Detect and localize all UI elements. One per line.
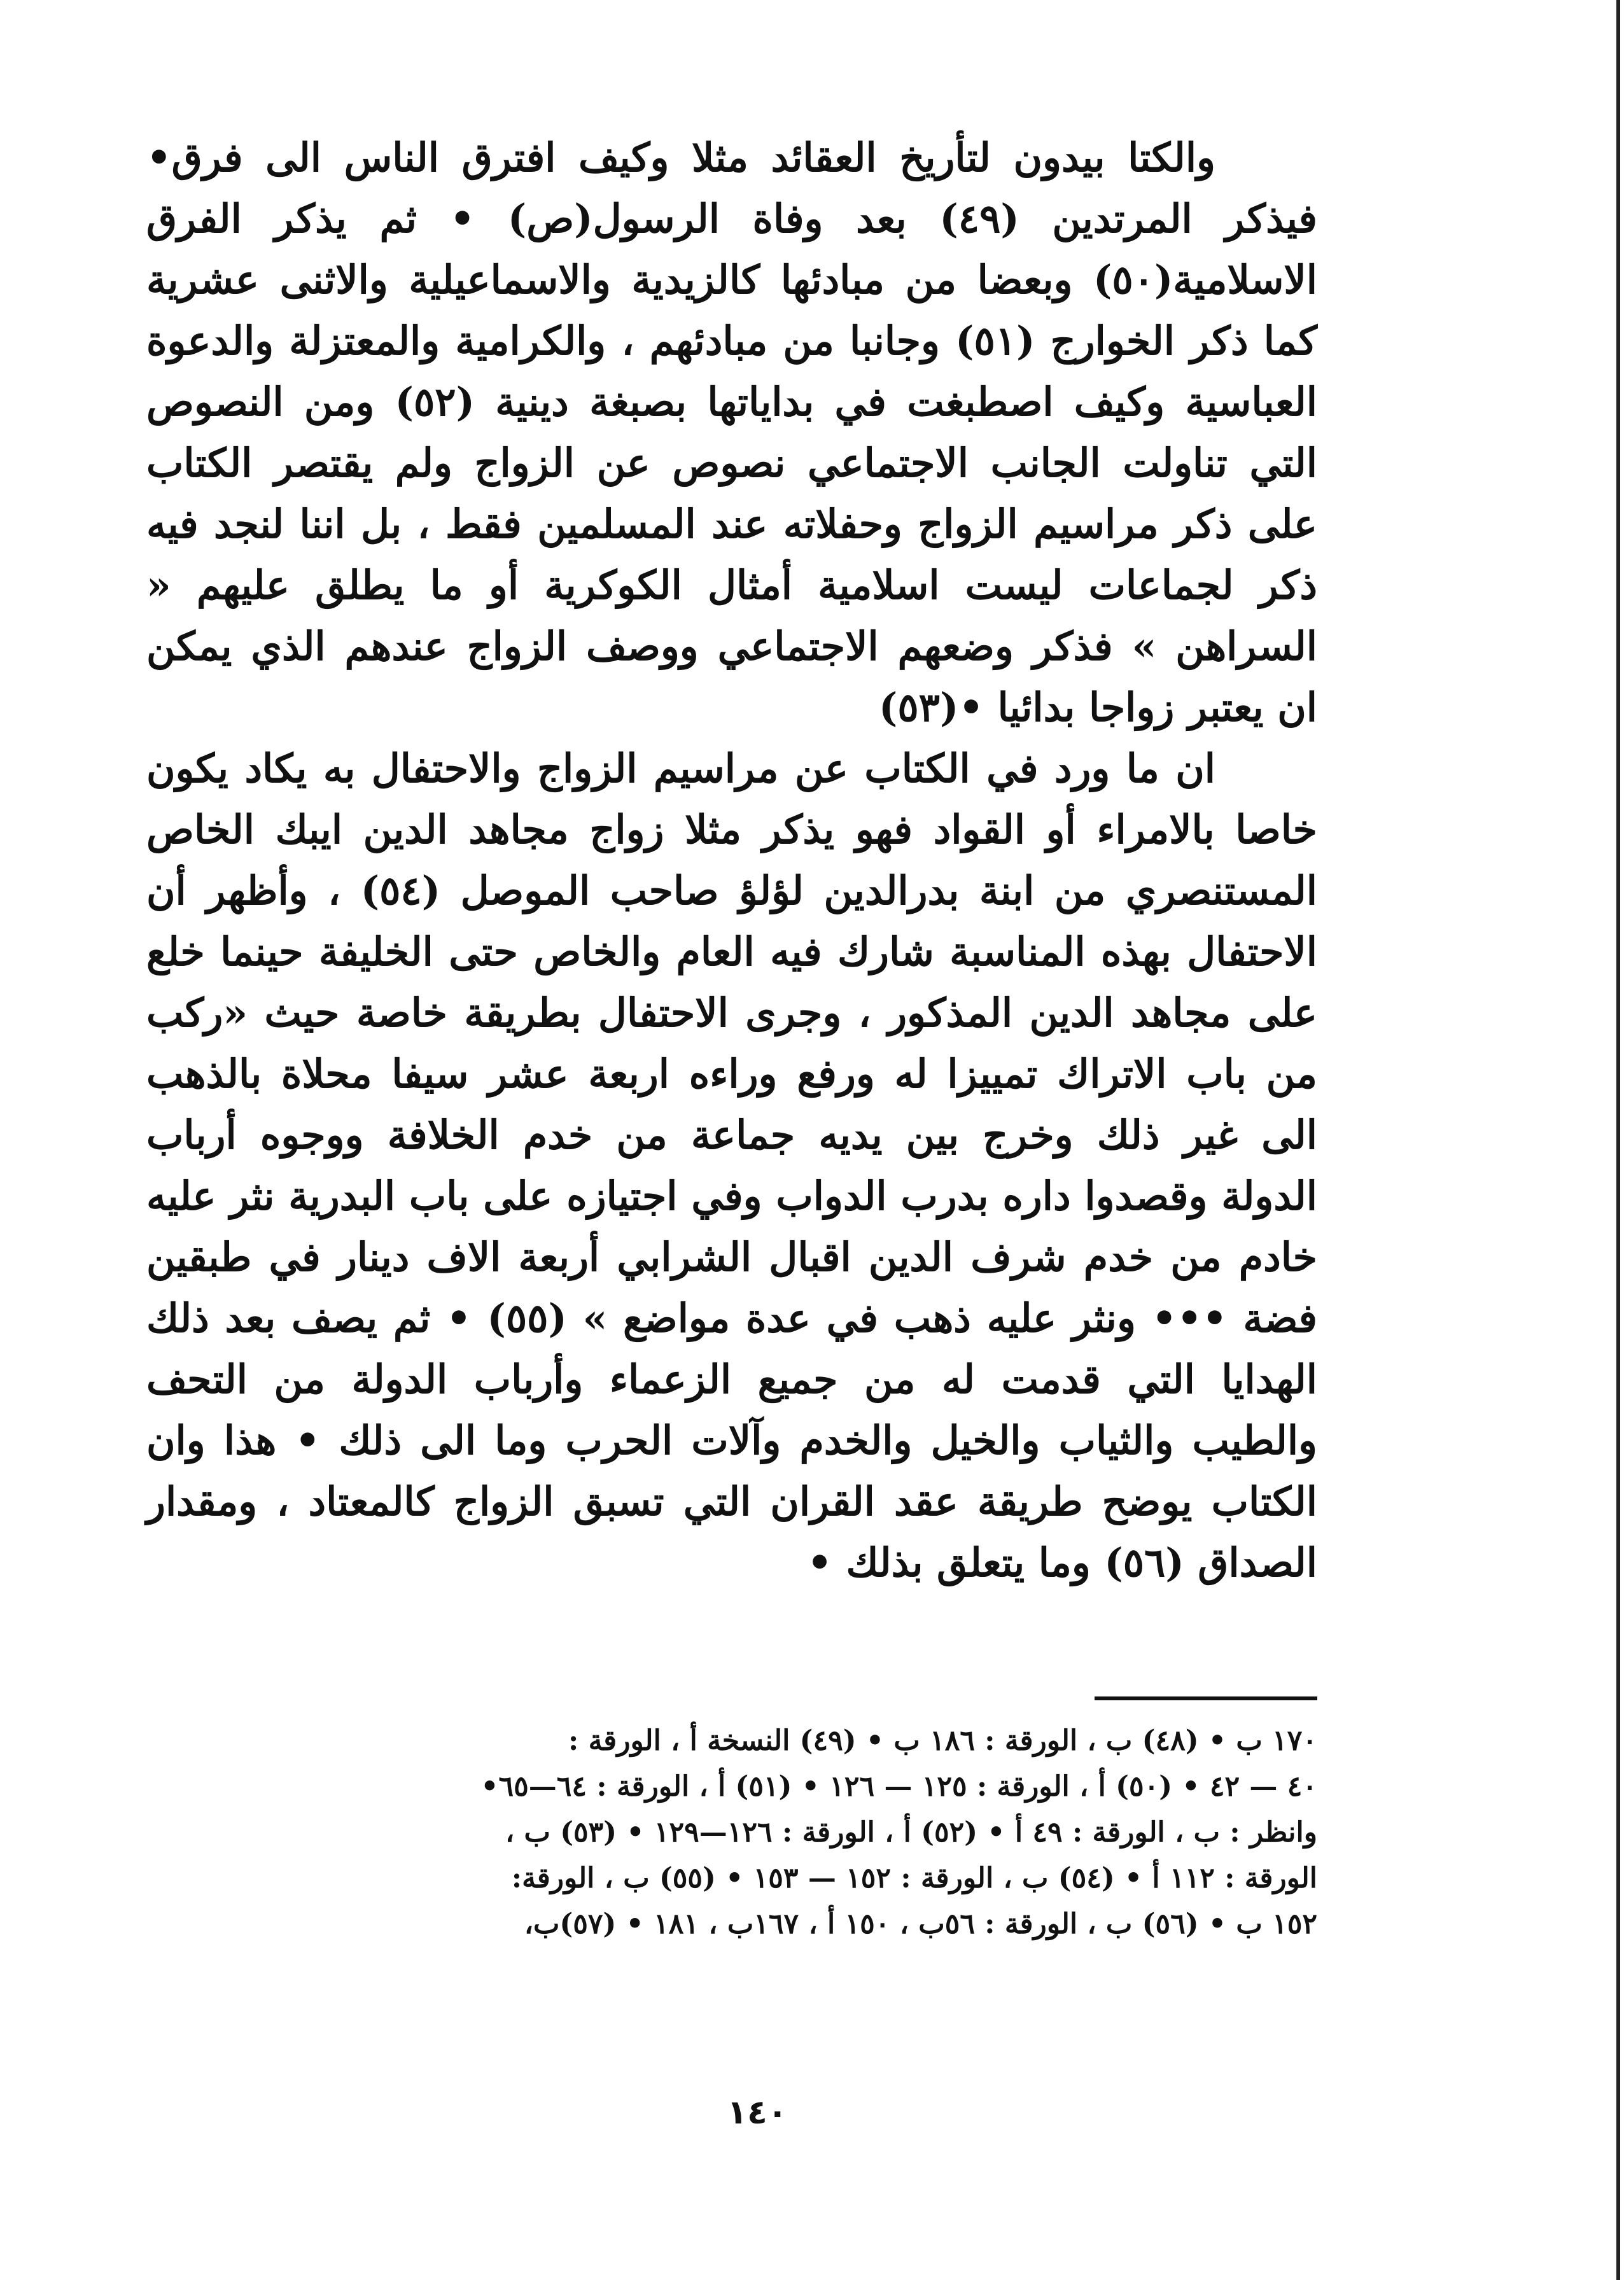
footnotes xyxy=(146,1718,1317,1947)
footnote-line: ٤٠ — ٤٢ • (٥٠) أ ، الورقة : ١٢٥ — ١٢٦ • (٥١) أ ، الورقة : ٦٤—٦٥• xyxy=(480,1770,1317,1803)
paragraph-1: والكتا بيدون لتأريخ العقائد مثلا وكيف افترق الناس الى فرق• فيذكر المرتدين (٤٩) بعد وفاة الرسول(ص) • ثم يذكر الفرق الاسلامية(٥٠) وبعضا من مبادئها كالزيدية والاسماعيلية والاثنى عشرية كما ذكر الخوارج (٥١) وجانبا من مبادئهم ، والكرامية والمعتزلة والدعوة العباسية وكيف اصطبغت في بداياتها بصبغة دينية (٥٢) ومن النصوص التي تناولت الجانب الاجتماعي نصوص عن الزواج ولم يقتصر الكتاب على ذكر مراسيم الزواج وحفلاته عند المسلمين فقط ، بل اننا لنجد فيه ذكر لجماعات ليست اسلامية أمثال الكوكرية أو ما يطلق عليهم « السراهن » فذكر وضعهم الاجتماعي ووصف الزواج عندهم الذي يمكن ان يعتبر زواجا بدائيا •(٥٣) xyxy=(146,134,1318,731)
body-text xyxy=(146,127,1317,1593)
paragraph-2: ان ما ورد في الكتاب عن مراسيم الزواج والاحتفال به يكاد يكون خاصا بالامراء أو القواد فهو يذكر مثلا زواج مجاهد الدين ايبك الخاص المستنصري من ابنة بدرالدين لؤلؤ صاحب الموصل (٥٤) ، وأظهر أن الاحتفال بهذه المناسبة شارك فيه العام والخاص حتى الخليفة حينما خلع على مجاهد الدين المذكور ، وجرى الاحتفال بطريقة خاصة حيث «ركب من باب الاتراك تمييزا له ورفع وراءه اربعة عشر سيفا محلاة بالذهب الى غير ذلك وخرج بين يديه جماعة من خدم الخلافة ووجوه أرباب الدولة وقصدوا داره بدرب الدواب وفي اجتيازه على باب البدرية نثر عليه خادم من خدم شرف الدين اقبال الشرابي أربعة الاف دينار في طبقين فضة ••• ونثر عليه ذهب في عدة مواضع » (٥٥) • ثم يصف بعد ذلك الهدايا التي قدمت له من جميع الزعماء وأرباب الدولة من التحف والطيب والثياب والخيل والخدم وآلات الحرب وما الى ذلك • هذا وان الكتاب يوضح طريقة عقد القران التي تسبق الزواج كالمعتاد ، ومقدار الصداق (٥٦) وما يتعلق بذلك • xyxy=(146,745,1318,1586)
page-edge-border xyxy=(1616,0,1620,2280)
footnote-line: وانظر : ب ، الورقة : ٤٩ أ • (٥٢) أ ، الورقة : ١٢٦—١٢٩ • (٥٣) ب ، xyxy=(505,1816,1317,1849)
footnote-separator xyxy=(1095,1696,1317,1700)
footnote-line: ١٥٢ ب • (٥٦) ب ، الورقة : ٥٦ب ، ١٥٠ أ ، ١٦٧ب ، ١٨١ • (٥٧)ب، xyxy=(524,1908,1317,1940)
footnote-line: الورقة : ١١٢ أ • (٥٤) ب ، الورقة : ١٥٢ — ١٥٣ • (٥٥) ب ، الورقة: xyxy=(511,1862,1317,1894)
main-text xyxy=(146,127,1317,1593)
page-number: ١٤٠ xyxy=(727,2094,788,2132)
footnote-line: ١٧٠ ب • (٤٨) ب ، الورقة : ١٨٦ ب • (٤٩) النسخة أ ، الورقة : xyxy=(568,1724,1317,1757)
